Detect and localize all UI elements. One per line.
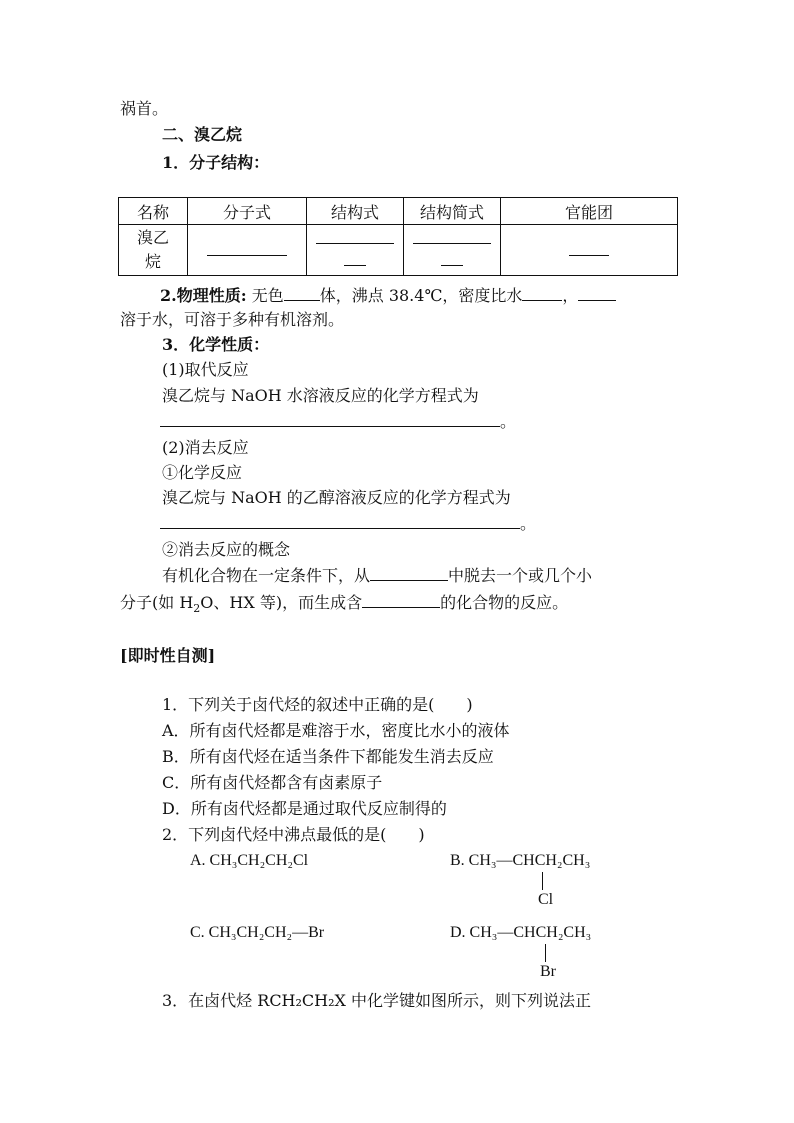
period: 。	[520, 514, 537, 533]
state-blank[interactable]	[284, 284, 320, 301]
physical-text-1: 无色	[251, 286, 284, 305]
substitution-heading: (1)取代反应	[162, 360, 249, 379]
header-functional-group: 官能团	[501, 198, 678, 225]
physical-label: 2.物理性质:	[160, 286, 247, 305]
question-1: 1．下列关于卤代烃的叙述中正确的是( )	[162, 695, 473, 714]
density-blank[interactable]	[522, 284, 562, 301]
q2-d-bond-line	[545, 944, 546, 962]
q1-option-c[interactable]: C．所有卤代烃都含有卤素原子	[162, 773, 383, 792]
q1-option-a[interactable]: A．所有卤代烃都是难溶于水，密度比水小的液体	[162, 721, 510, 740]
solubility-blank[interactable]	[578, 284, 616, 301]
elimination-text: 溴乙烷与 NaOH 的乙醇溶液反应的化学方程式为	[162, 488, 511, 507]
q1-option-d[interactable]: D．所有卤代烃都是通过取代反应制得的	[162, 799, 447, 818]
chemical-reaction-heading: ①化学反应	[162, 463, 243, 482]
subscript-2: 2	[193, 602, 201, 616]
selftest-heading: [即时性自测]	[120, 646, 216, 665]
concept-text-1b: 中脱去一个或几个小	[448, 566, 593, 585]
header-molecular-formula: 分子式	[188, 198, 307, 225]
molecular-formula-blank[interactable]	[188, 225, 307, 276]
elimination-equation-line	[160, 512, 536, 535]
concept-text-1a: 有机化合物在一定条件下，从	[162, 566, 371, 585]
header-condensed-formula: 结构简式	[404, 198, 501, 225]
q1-option-b[interactable]: B．所有卤代烃在适当条件下都能发生消去反应	[162, 747, 494, 766]
concept-line1	[162, 564, 592, 587]
substitution-text: 溴乙烷与 NaOH 水溶液反应的化学方程式为	[162, 386, 479, 405]
q2-option-a[interactable]: A. CH₃CH₂CH₂Cl	[190, 852, 309, 869]
header-structural-formula: 结构式	[307, 198, 404, 225]
structure-heading: 1．分子结构：	[162, 153, 270, 172]
physical-properties-line1	[160, 284, 616, 307]
elimination-equation-blank[interactable]	[160, 512, 520, 529]
question-3: 3．在卤代烃 RCH₂CH₂X 中化学键如图所示，则下列说法正	[162, 991, 592, 1010]
elimination-concept-heading: ②消去反应的概念	[162, 540, 291, 559]
chem-heading: 3．化学性质：	[162, 335, 270, 354]
concept-text-2a: 分子(如 H	[120, 593, 194, 612]
functional-group-blank[interactable]	[501, 225, 678, 276]
physical-text-2: 体，沸点 38.4℃，密度比水	[319, 286, 523, 305]
table-header-row	[119, 198, 678, 225]
table-row	[119, 225, 678, 276]
period: 。	[500, 412, 517, 431]
intro-tail: 祸首。	[120, 99, 169, 118]
concept-line2	[120, 591, 568, 620]
row-name-cell	[119, 225, 188, 276]
elimination-heading: (2)消去反应	[162, 438, 249, 457]
header-name: 名称	[119, 198, 188, 225]
concept-text-2c: O、HX 等)，而生成含	[200, 593, 363, 612]
concept-text-2d: 的化合物的反应。	[440, 593, 569, 612]
section-heading: 二、溴乙烷	[162, 125, 243, 144]
q2-option-d[interactable]: D. CH₃—CHCH₂CH₃	[450, 924, 592, 941]
structure-table	[118, 197, 678, 276]
substitution-equation-blank[interactable]	[160, 410, 500, 427]
q2-option-c[interactable]: C. CH₃CH₂CH₂—Br	[190, 924, 325, 941]
condensed-formula-blank[interactable]	[404, 225, 501, 276]
question-2: 2．下列卤代烃中沸点最低的是( )	[162, 825, 425, 844]
concept-blank-2[interactable]	[362, 591, 440, 608]
row-name: 溴乙烷	[136, 228, 169, 271]
q2-option-b-substituent: Cl	[538, 891, 554, 908]
physical-properties-line2: 溶于水，可溶于多种有机溶剂。	[120, 310, 345, 329]
q2-b-bond-line	[542, 872, 543, 890]
physical-text-3: ，	[562, 286, 579, 305]
structural-formula-blank[interactable]	[307, 225, 404, 276]
concept-blank-1[interactable]	[370, 564, 448, 581]
substitution-equation-line	[160, 410, 516, 433]
q2-option-b[interactable]: B. CH₃—CHCH₂CH₃	[450, 852, 591, 869]
q2-option-d-substituent: Br	[540, 963, 556, 980]
